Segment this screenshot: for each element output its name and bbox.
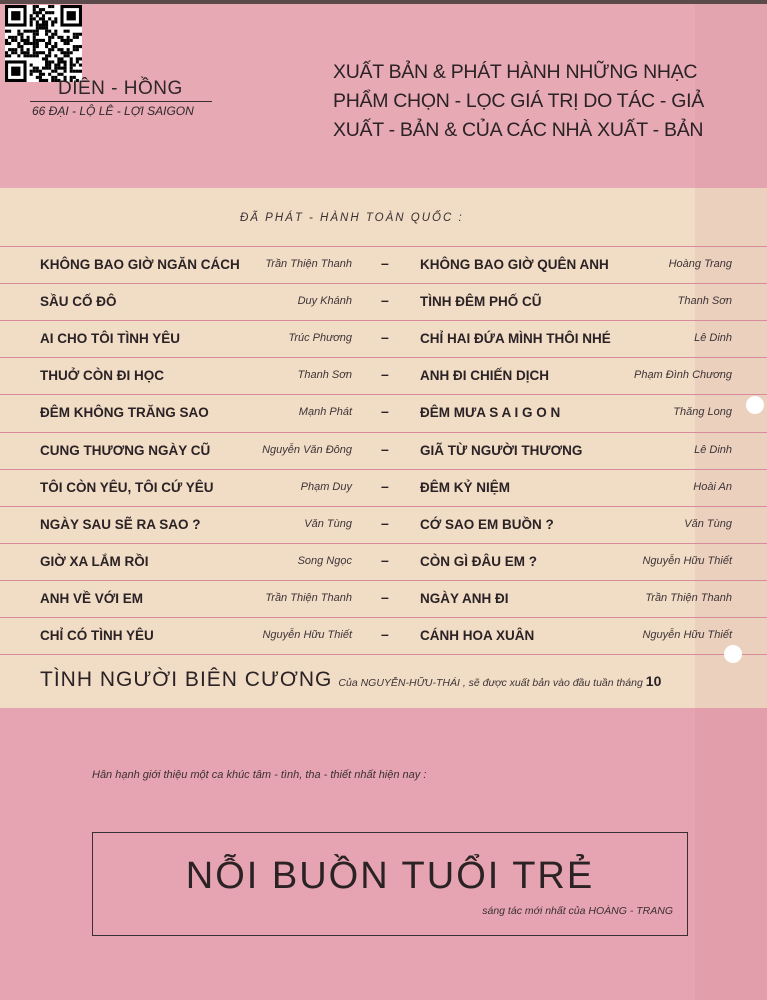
song-composer: Trần Thiện Thanh [645,592,732,604]
song-row [0,395,767,431]
song-title: ĐÊM KHÔNG TRĂNG SAO [40,405,209,420]
divider [30,101,212,102]
song-title: ĐÊM MƯA S A I G O N [420,405,561,420]
song-title: TÌNH ĐÊM PHỐ CŨ [420,294,542,309]
description-line: XUẤT BẢN & PHÁT HÀNH NHỮNG NHẠC [333,61,698,83]
song-composer: Nguyễn Hữu Thiết [642,629,732,641]
separator: – [381,552,389,568]
song-title: NGÀY SAU SẼ RA SAO ? [40,517,201,532]
song-row [0,470,767,506]
song-title: CUNG THƯƠNG NGÀY CŨ [40,443,211,458]
promo-box [92,832,688,936]
upcoming-title: TÌNH NGƯỜI BIÊN CƯƠNG [40,668,333,691]
song-title: ĐÊM KỶ NIỆM [420,480,511,495]
released-heading: ĐÃ PHÁT - HÀNH TOÀN QUỐC : [240,212,464,224]
song-title: GIÃ TỪ NGƯỜI THƯƠNG [420,443,583,458]
intro-text: Hân hạnh giới thiệu một ca khúc tâm - tình, tha - thiết nhất hiện nay : [92,769,427,781]
promo-subtitle: sáng tác mới nhất của HOÀNG - TRANG [482,905,673,917]
separator: – [381,329,389,345]
punch-hole [724,645,742,663]
song-title: KHÔNG BAO GIỜ NGĂN CÁCH [40,257,240,272]
song-composer: Lê Dinh [694,444,732,456]
separator: – [381,403,389,419]
row-rule [0,654,767,655]
song-title: NGÀY ANH ĐI [420,591,509,606]
song-row [0,247,767,283]
punch-hole [746,396,764,414]
publisher-address: 66 ĐẠI - LỘ LÊ - LỢI SAIGON [32,104,194,118]
song-row [0,433,767,469]
song-composer: Trần Thiện Thanh [265,258,352,270]
separator: – [381,589,389,605]
upcoming-note: Của NGUYỄN-HỮU-THÁI , sẽ được xuất bản vào đầu tuần tháng [338,677,643,689]
song-title: SẦU CỐ ĐÔ [40,294,117,309]
song-composer: Nguyễn Hữu Thiết [642,555,732,567]
song-title: ANH ĐI CHIẾN DỊCH [420,368,550,383]
song-row [0,284,767,320]
separator: – [381,515,389,531]
description-line: PHẨM CHỌN - LỌC GIÁ TRỊ DO TÁC - GIẢ [333,90,704,112]
song-composer: Phạm Duy [300,481,352,493]
song-composer: Văn Tùng [304,518,352,530]
publisher-name: DIÊN - HỒNG [58,78,183,99]
song-row [0,544,767,580]
separator: – [381,255,389,271]
separator: – [381,366,389,382]
song-composer: Mạnh Phát [298,406,352,418]
scan-edge [0,0,767,4]
song-title: CÒN GÌ ĐÂU EM ? [420,554,537,569]
song-composer: Thanh Sơn [677,295,732,307]
song-title: CỚ SAO EM BUỒN ? [420,517,554,532]
publisher-description [333,58,704,145]
separator: – [381,626,389,642]
qr-code-icon[interactable] [5,5,82,82]
song-title: KHÔNG BAO GIỜ QUÊN ANH [420,257,609,272]
song-composer: Song Ngọc [297,555,352,567]
song-row [0,321,767,357]
upcoming-month: 10 [645,673,662,689]
song-composer: Nguyễn Hữu Thiết [262,629,352,641]
separator: – [381,441,389,457]
song-composer: Hoài An [693,481,732,493]
song-title: CHỈ HAI ĐỨA MÌNH THÔI NHÉ [420,331,611,346]
song-title: AI CHO TÔI TÌNH YÊU [40,331,181,346]
promo-title: NỖI BUỒN TUỔI TRẺ [185,855,595,897]
separator: – [381,478,389,494]
description-line: XUẤT - BẢN & CỦA CÁC NHÀ XUẤT - BẢN [333,119,704,141]
separator: – [381,292,389,308]
song-row [0,581,767,617]
song-composer: Văn Tùng [684,518,732,530]
upcoming-release [40,668,661,692]
song-title: GIỜ XA LẮM RỒI [40,554,149,569]
song-composer: Trúc Phương [288,332,352,344]
song-row [0,507,767,543]
song-title: ANH VỀ VỚI EM [40,591,144,606]
song-composer: Phạm Đình Chương [633,369,732,381]
song-composer: Thăng Long [673,406,732,418]
song-composer: Thanh Sơn [297,369,352,381]
song-composer: Nguyễn Văn Đông [262,444,352,456]
song-title: CÁNH HOA XUÂN [420,628,535,643]
song-composer: Trần Thiện Thanh [265,592,352,604]
song-composer: Duy Khánh [297,295,352,307]
song-row [0,358,767,394]
song-composer: Hoàng Trang [668,258,732,270]
song-title: TÔI CÒN YÊU, TÔI CỨ YÊU [40,480,214,495]
song-composer: Lê Dinh [694,332,732,344]
song-title: THUỞ CÒN ĐI HỌC [40,368,165,383]
song-title: CHỈ CÓ TÌNH YÊU [40,628,154,643]
song-row [0,618,767,654]
